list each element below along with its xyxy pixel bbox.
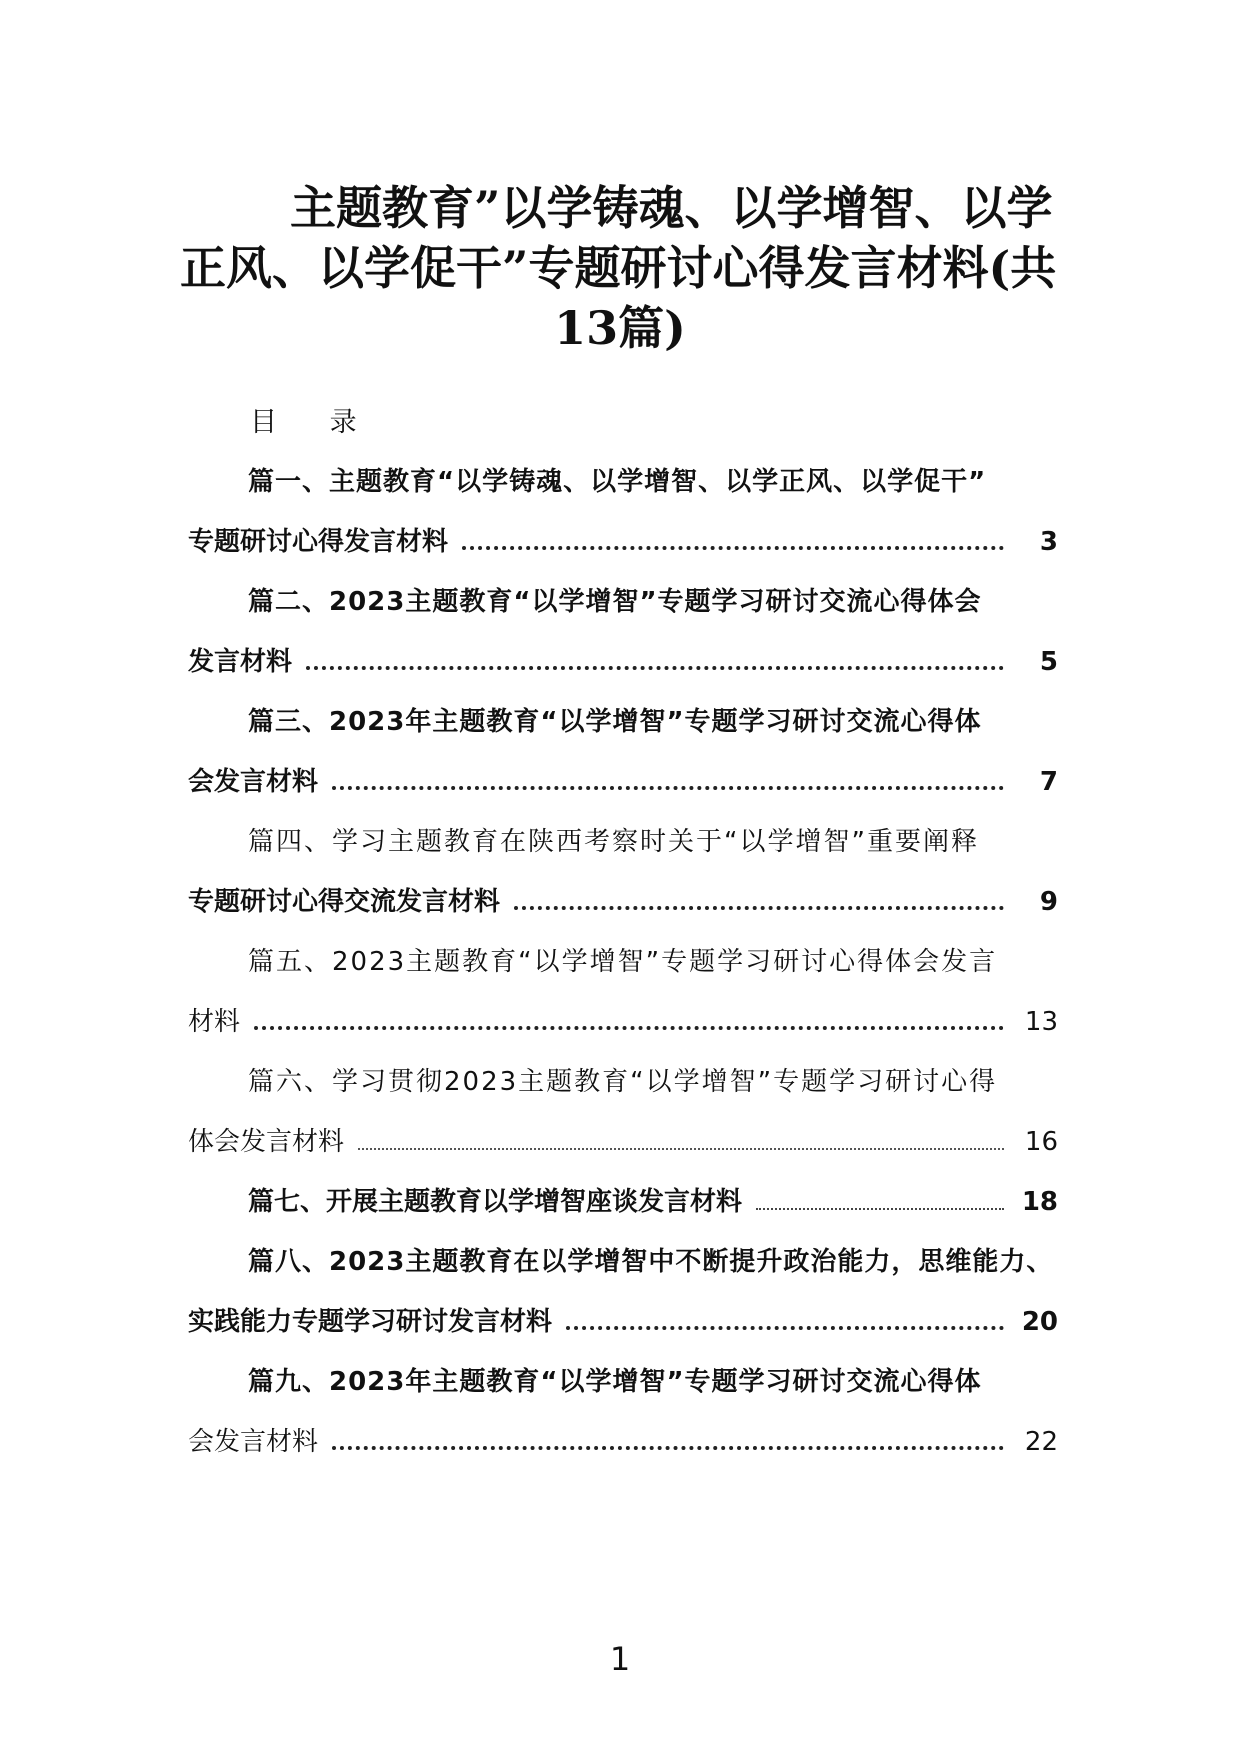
toc-page-number: 18 <box>1021 1187 1058 1217</box>
dot-leader <box>566 1326 1004 1330</box>
toc-entry-title: 篇一、主题教育“以学铸魂、以学增智、以学正风、以学促干” <box>248 467 987 497</box>
toc-page-number: 16 <box>1024 1127 1058 1157</box>
dot-leader <box>358 1148 1004 1150</box>
dot-leader <box>332 1446 1004 1450</box>
table-of-contents <box>188 452 1058 1472</box>
toc-entry-title-cont: 实践能力专题学习研讨发言材料 <box>188 1307 553 1337</box>
toc-page-number: 22 <box>1024 1427 1058 1457</box>
toc-entry-6[interactable] <box>188 1052 1058 1172</box>
toc-entry-title-cont: 专题研讨心得发言材料 <box>188 527 449 557</box>
toc-entry-title: 篇八、2023主题教育在以学增智中不断提升政治能力，思维能力、 <box>248 1247 1054 1277</box>
toc-page-number: 9 <box>1039 887 1058 917</box>
toc-page-number: 13 <box>1024 1007 1058 1037</box>
toc-entry-4[interactable] <box>188 812 1058 932</box>
toc-entry-2[interactable] <box>188 572 1058 692</box>
toc-entry-title: 篇二、2023主题教育“以学增智”专题学习研讨交流心得体会 <box>248 587 982 617</box>
toc-entry-continuation <box>188 512 1058 572</box>
dot-leader <box>756 1208 1004 1210</box>
toc-page-number: 7 <box>1039 767 1058 797</box>
toc-heading: 目 录 <box>250 407 379 438</box>
toc-entry-continuation <box>188 992 1058 1052</box>
dot-leader <box>332 786 1004 790</box>
toc-entry-title: 篇六、学习贯彻2023主题教育“以学增智”专题学习研讨心得 <box>248 1067 998 1097</box>
toc-entry-continuation <box>188 1112 1058 1172</box>
title-line-1: 主题教育”以学铸魂、以学增智、以学 <box>290 181 1053 235</box>
title-line-3: 13篇) <box>554 301 686 355</box>
document-title <box>180 178 1060 358</box>
toc-entry-9[interactable] <box>188 1352 1058 1472</box>
toc-entry-title-cont: 发言材料 <box>188 647 293 677</box>
page-number: 1 <box>609 1640 631 1678</box>
toc-entry-1[interactable] <box>188 452 1058 572</box>
toc-entry-title: 篇九、2023年主题教育“以学增智”专题学习研讨交流心得体 <box>248 1367 982 1397</box>
dot-leader <box>462 546 1004 550</box>
toc-entry-title-cont: 材料 <box>188 1007 241 1037</box>
toc-entry-3[interactable] <box>188 692 1058 812</box>
toc-entry-title-cont: 会发言材料 <box>188 767 319 797</box>
toc-entry-continuation <box>188 1292 1058 1352</box>
toc-entry-continuation <box>188 752 1058 812</box>
toc-page-number: 5 <box>1039 647 1058 677</box>
toc-page-number: 20 <box>1021 1307 1058 1337</box>
toc-entry-continuation <box>188 1412 1058 1472</box>
dot-leader <box>254 1026 1004 1030</box>
toc-entry-line <box>188 1172 1058 1232</box>
toc-entry-title-cont: 会发言材料 <box>188 1427 319 1457</box>
toc-page-number: 3 <box>1039 527 1058 557</box>
toc-entry-title: 篇四、学习主题教育在陕西考察时关于“以学增智”重要阐释 <box>248 827 979 857</box>
toc-entry-title-cont: 专题研讨心得交流发言材料 <box>188 887 501 917</box>
dot-leader <box>306 666 1004 670</box>
toc-entry-5[interactable] <box>188 932 1058 1052</box>
toc-entry-continuation <box>188 872 1058 932</box>
toc-entry-title: 篇七、开展主题教育以学增智座谈发言材料 <box>248 1187 743 1217</box>
toc-entry-title: 篇五、2023主题教育“以学增智”专题学习研讨心得体会发言 <box>248 947 998 977</box>
toc-entry-title-cont: 体会发言材料 <box>188 1127 345 1157</box>
toc-entry-title: 篇三、2023年主题教育“以学增智”专题学习研讨交流心得体 <box>248 707 982 737</box>
toc-entry-8[interactable] <box>188 1232 1058 1352</box>
toc-entry-7[interactable] <box>188 1172 1058 1232</box>
dot-leader <box>514 906 1004 910</box>
title-line-2: 正风、以学促干”专题研讨心得发言材料(共 <box>180 241 1057 295</box>
toc-entry-continuation <box>188 632 1058 692</box>
